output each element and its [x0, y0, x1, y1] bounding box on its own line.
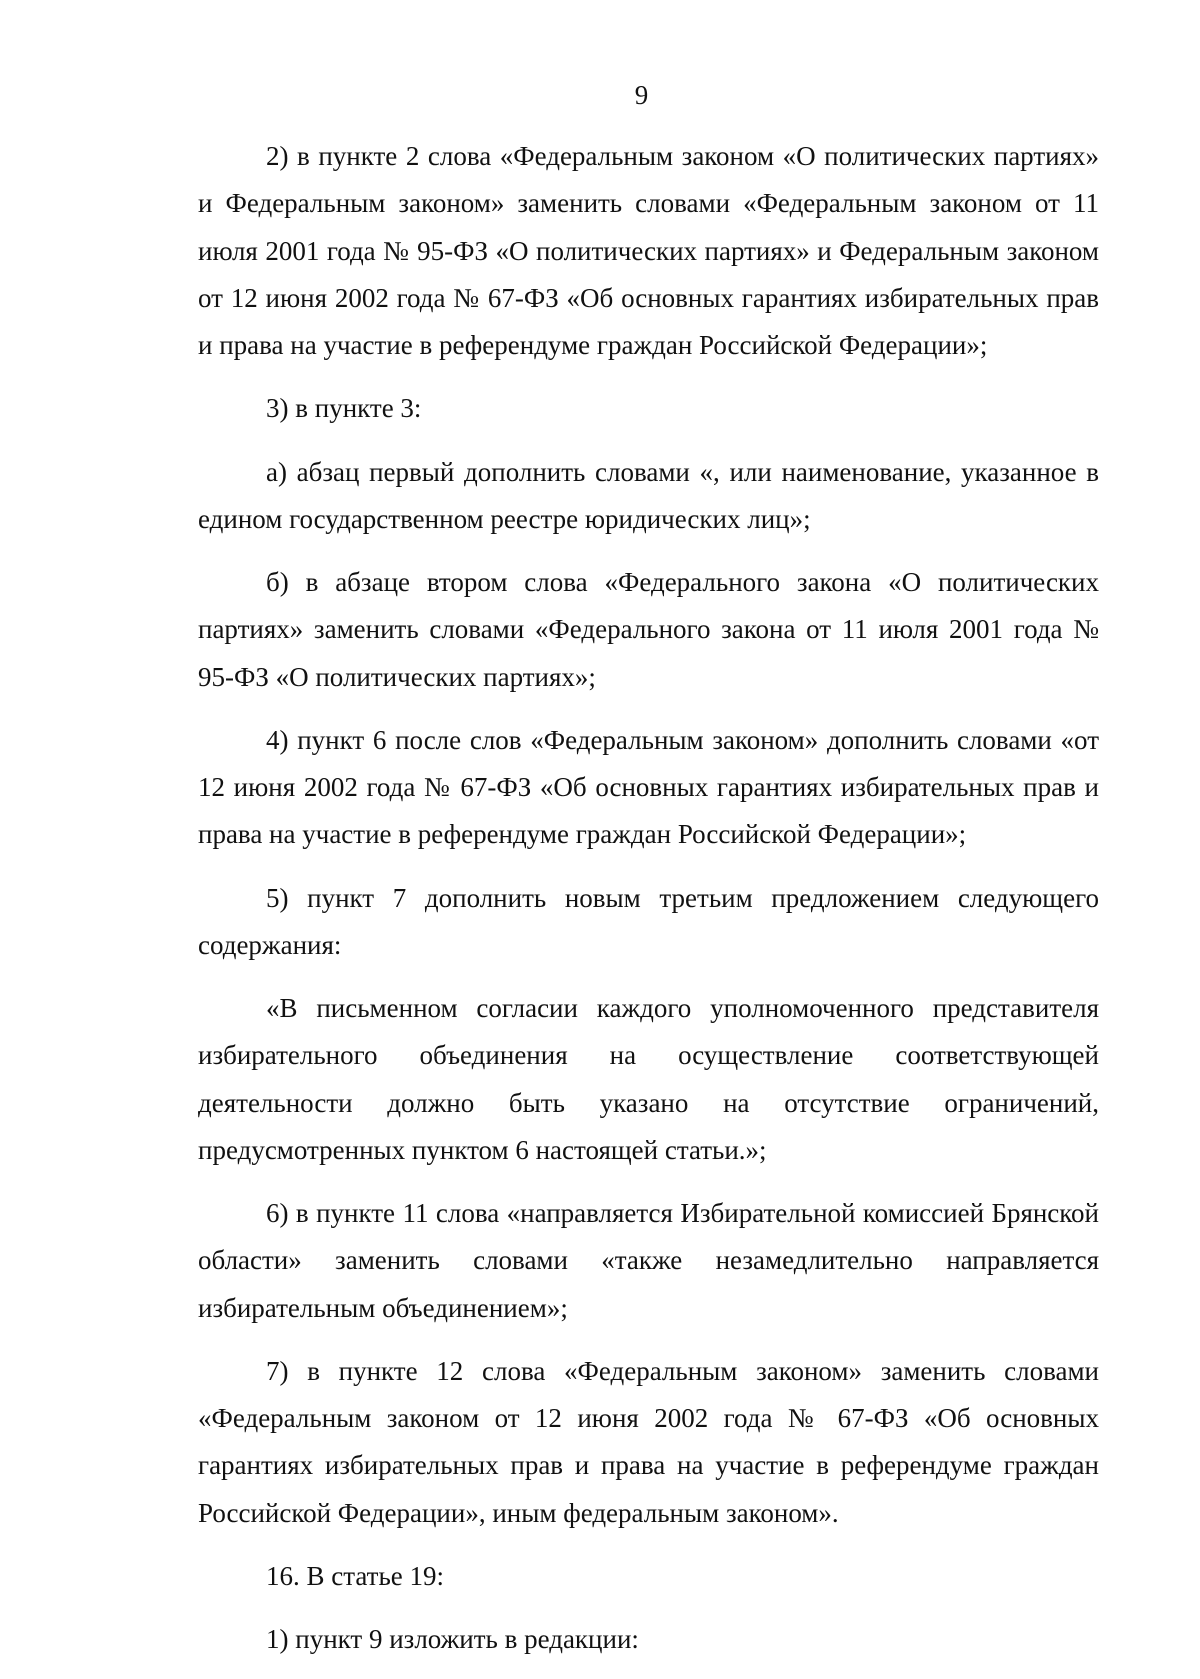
paragraph-item-3: 3) в пункте 3: — [266, 393, 422, 424]
paragraph-item-2: 2) в пункте 2 слова «Федеральным законом «О политических партиях» и Федеральным законом» заменить словами «Федеральным законом от 11 июля 2001 года № 95-ФЗ «О политических партиях» и Федеральным законом от 12 июня 2002 года № 67-ФЗ «Об основных гарантиях избирательных прав и права на участие в референдуме граждан Российской Федерации»; — [198, 141, 1099, 360]
paragraph-item-4: 4) пункт 6 после слов «Федеральным законом» дополнить словами «от 12 июня 2002 года № 67-ФЗ «Об основных гарантиях избирательных прав и права на участие в референдуме граждан Российской Федерации»; — [198, 724, 1099, 850]
paragraph-item-5: 5) пункт 7 дополнить новым третьим предложением следующего содержания: — [198, 882, 1099, 960]
page-number: 9 — [634, 80, 649, 110]
paragraph-item-6: 6) в пункте 11 слова «направляется Избирательной комиссией Брянской области» заменить словами «также незамедлительно направляется избирательным объединением»; — [198, 1198, 1099, 1323]
paragraph-section-16-item-1: 1) пункт 9 изложить в редакции: — [266, 1624, 639, 1654]
paragraph-subitem-a: а) абзац первый дополнить словами «, или наименование, указанное в едином государственном реестре юридических лиц»; — [198, 456, 1099, 534]
document-body — [198, 133, 1099, 1679]
paragraph-quoted-text: «В письменном согласии каждого уполномоченного представителя избирательного объединения на осуществление соответствующей деятельности должно быть указано на отсутствие ограничений, предусмотренных пунктом 6 настоящей статьи.»; — [198, 993, 1099, 1165]
paragraph-item-7: 7) в пункте 12 слова «Федеральным законом» заменить словами «Федеральным законом от 12 июня 2002 года № 67-ФЗ «Об основных гарантиях избирательных прав и права на участие в референдуме граждан Российской Федерации», иным федеральным законом». — [198, 1355, 1099, 1528]
paragraph-section-16: 16. В статье 19: — [266, 1560, 445, 1591]
paragraph-subitem-b: б) в абзаце втором слова «Федерального закона «О политических партиях» заменить словами «Федерального закона от 11 июля 2001 года № 95-ФЗ «О политических партиях»; — [198, 567, 1099, 692]
